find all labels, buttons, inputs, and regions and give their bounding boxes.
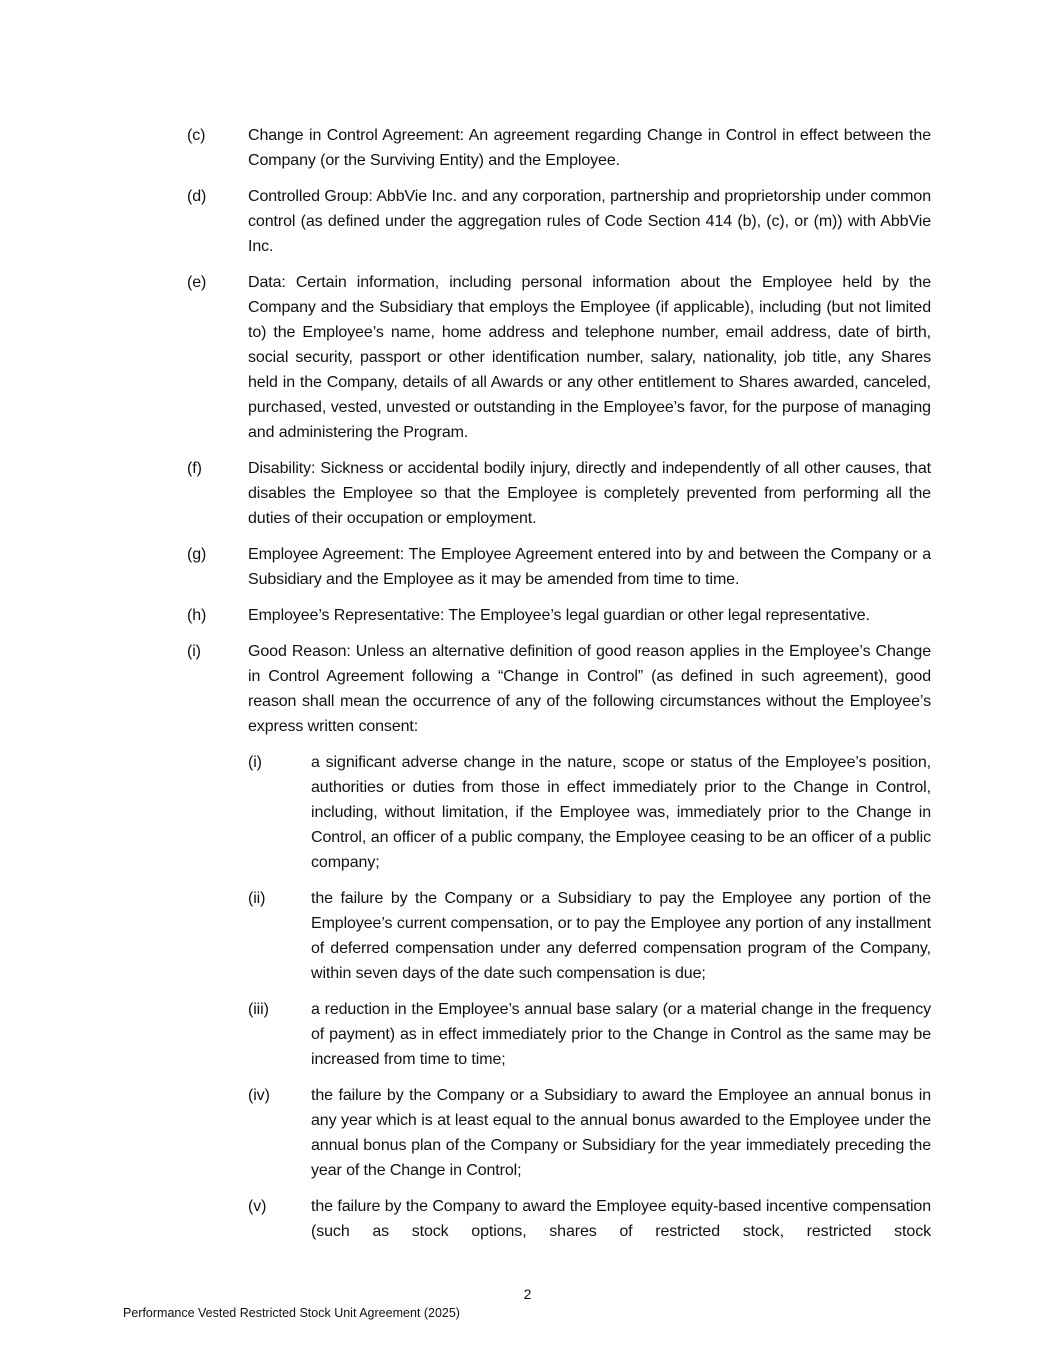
- item-label: (g): [187, 546, 207, 563]
- subitem-iv: [248, 1083, 931, 1183]
- subitem-label: (i): [248, 754, 262, 771]
- item-text: Data: Certain information, including personal information about the Employee held by the Company and the Subsidiary that employs the Employee (if applicable), including (but not limited to) the Employee’s name, home address and telephone number, email address, date of birth, social security, passport or other identification number, salary, nationality, job title, any Shares held in the Company, details of all Awards or any other entitlement to Shares awarded, canceled, purchased, vested, unvested or outstanding in the Employee’s favor, for the purpose of managing and administering the Program.: [248, 274, 931, 441]
- subitem-text: the failure by the Company or a Subsidiary to pay the Employee any portion of the Employee’s current compensation, or to pay the Employee any portion of any installment of deferred compensation under any deferred compensation program of the Company, within seven days of the date such compensation is due;: [311, 890, 931, 982]
- item-text: Employee Agreement: The Employee Agreement entered into by and between the Company or a Subsidiary and the Employee as it may be amended from time to time.: [248, 546, 931, 588]
- subitem-i: [248, 750, 931, 875]
- definition-h: [187, 603, 931, 628]
- subitem-label: (ii): [248, 890, 266, 907]
- item-label: (e): [187, 274, 207, 291]
- subitem-text: a significant adverse change in the nature, scope or status of the Employee’s position, authorities or duties from those in effect immediately prior to the Change in Control, including, without limitation, if the Employee was, immediately prior to the Change in Control, an officer of a public company, the Employee ceasing to be an officer of a public company;: [311, 754, 931, 871]
- subitem-iii: [248, 997, 931, 1072]
- item-text: Employee’s Representative: The Employee’s legal guardian or other legal representative.: [248, 607, 870, 624]
- item-text: Controlled Group: AbbVie Inc. and any corporation, partnership and proprietorship under common control (as defined under the aggregation rules of Code Section 414 (b), (c), or (m)) with AbbVie Inc.: [248, 188, 931, 255]
- page-footer: [0, 1255, 1055, 1361]
- definition-d: [187, 184, 931, 259]
- subitem-text: the failure by the Company or a Subsidiary to award the Employee an annual bonus in any year which is at least equal to the annual bonus awarded to the Employee under the annual bonus plan of the Company or Subsidiary for the year immediately preceding the year of the Change in Control;: [311, 1087, 931, 1179]
- subitem-label: (iv): [248, 1087, 270, 1104]
- definition-f: [187, 456, 931, 531]
- item-text: Disability: Sickness or accidental bodily injury, directly and independently of all other causes, that disables the Employee so that the Employee is completely prevented from performing all the duties of their occupation or employment.: [248, 460, 931, 527]
- definition-g: [187, 542, 931, 592]
- page-number: 2: [523, 1286, 532, 1302]
- item-label: (f): [187, 460, 202, 477]
- subitem-label: (iii): [248, 1001, 269, 1018]
- subitem-ii: [248, 886, 931, 986]
- item-label: (d): [187, 188, 207, 205]
- item-label: (c): [187, 127, 206, 144]
- subitem-text: a reduction in the Employee’s annual base salary (or a material change in the frequency of payment) as in effect immediately prior to the Change in Control as the same may be increased from time to time;: [311, 1001, 931, 1068]
- subitem-text: the failure by the Company to award the Employee equity-based incentive compensation (such as stock options, shares of restricted stock, restricted stock: [311, 1198, 931, 1240]
- footer-text: Performance Vested Restricted Stock Unit Agreement (2025): [123, 1306, 460, 1320]
- definition-c: [187, 123, 931, 173]
- definition-i: [187, 639, 931, 739]
- item-text: Good Reason: Unless an alternative definition of good reason applies in the Employee’s Change in Control Agreement following a “Change in Control” (as defined in such agreement), good reason shall mean the occurrence of any of the following circumstances without the Employee’s express written consent:: [248, 643, 931, 735]
- item-label: (i): [187, 643, 201, 660]
- item-text: Change in Control Agreement: An agreement regarding Change in Control in effect between the Company (or the Surviving Entity) and the Employee.: [248, 127, 931, 169]
- subitem-label: (v): [248, 1198, 267, 1215]
- subitem-v: [248, 1194, 931, 1244]
- item-label: (h): [187, 607, 207, 624]
- definition-e: [187, 270, 931, 445]
